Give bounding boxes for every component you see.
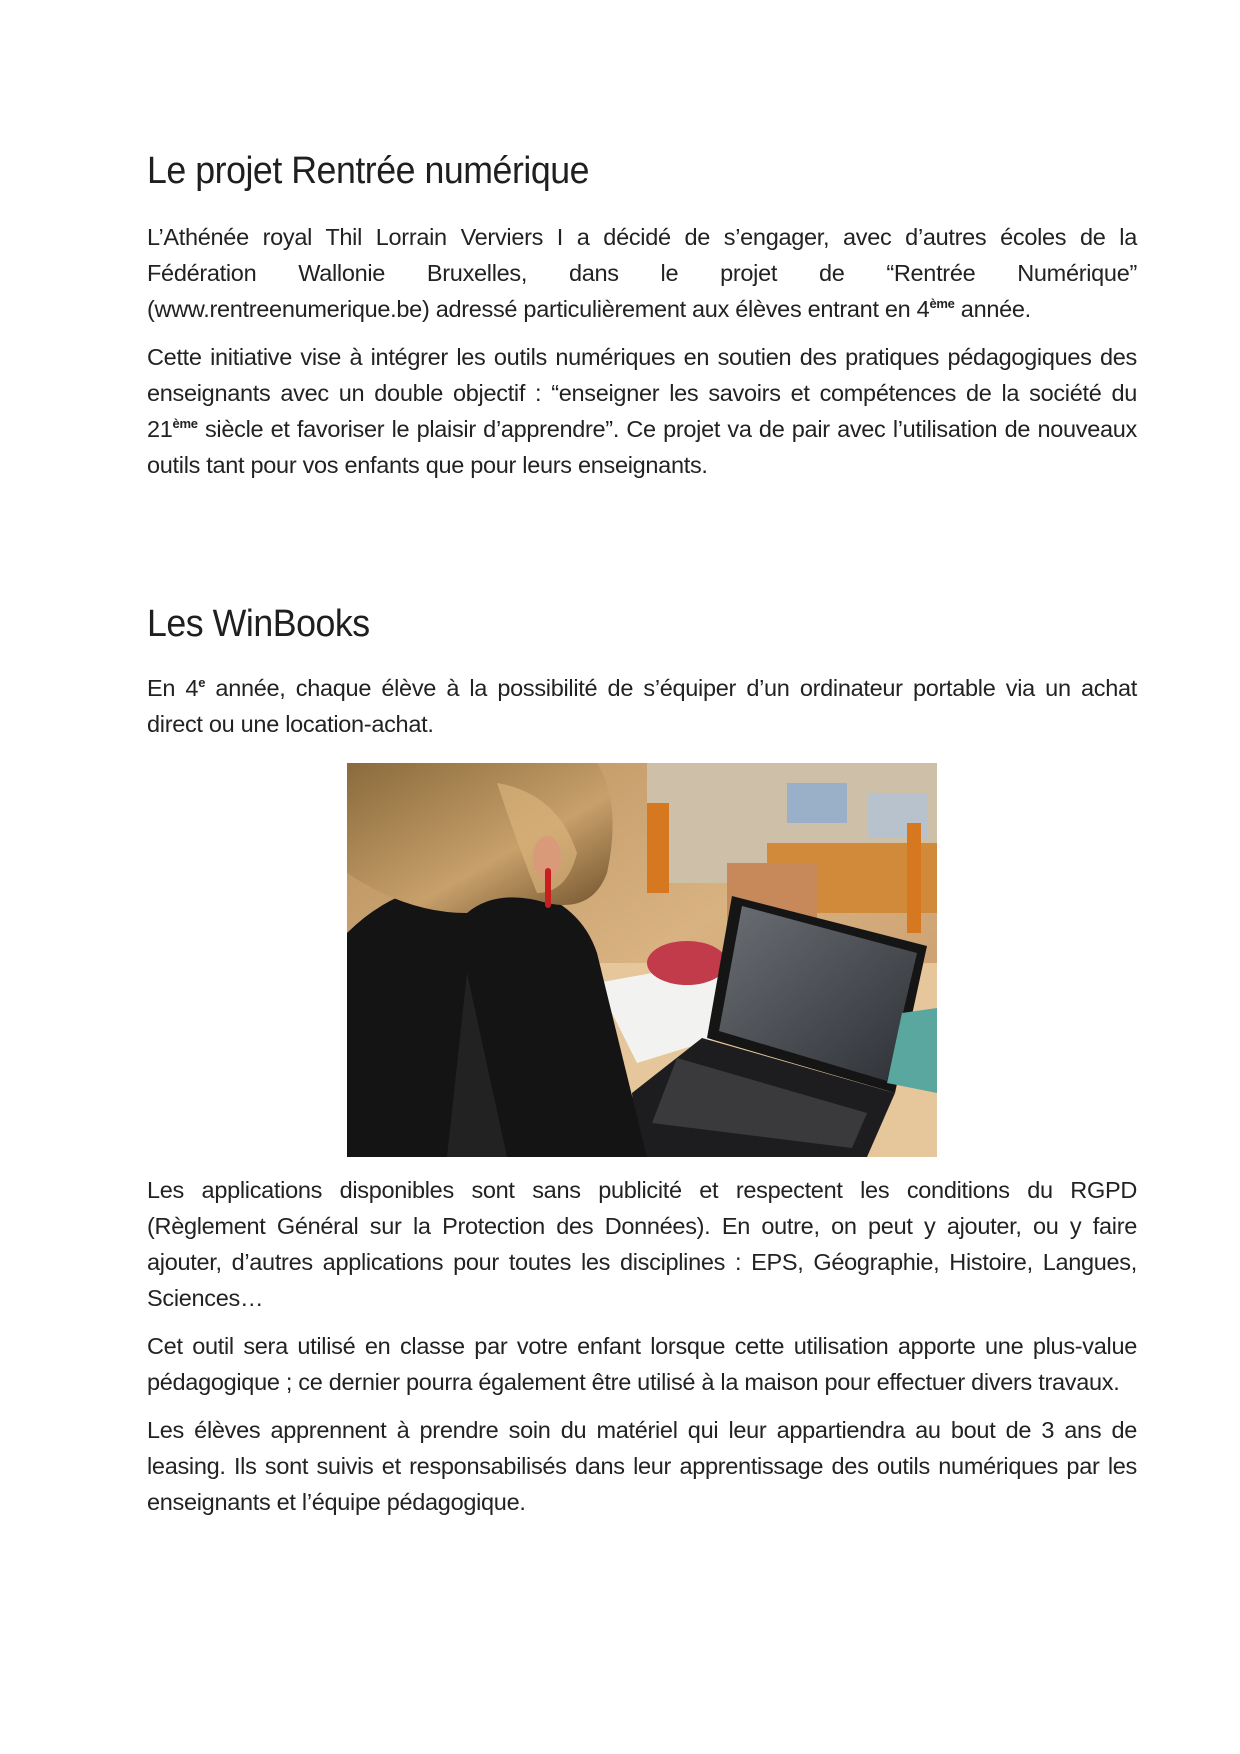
student-laptop-photo <box>347 763 937 1157</box>
paragraph: Cette initiative vise à intégrer les outils numériques en soutien des pratiques pédagogiques des enseignants avec un double objectif : “enseigner les savoirs et compétences de la société du 21ème siècle et favoriser le plaisir d’apprendre”. Ce projet va de pair avec l’utilisation de nouveaux outils tant pour vos enfants que pour leurs enseignants. <box>147 344 1137 478</box>
section-rentree-numerique <box>147 150 1137 483</box>
section-title: Les WinBooks <box>147 603 370 645</box>
section-winbooks <box>147 603 1137 742</box>
paragraph: Cet outil sera utilisé en classe par votre enfant lorsque cette utilisation apporte une plus-value pédagogique ; ce dernier pourra également être utilisé à la maison pour effectuer divers travaux. <box>147 1333 1137 1395</box>
section-title: Le projet Rentrée numérique <box>147 150 590 192</box>
section-winbooks-continued <box>147 1172 1137 1520</box>
paragraph: L’Athénée royal Thil Lorrain Verviers I a décidé de s’engager, avec d’autres écoles de la Fédération Wallonie Bruxelles, dans le projet de “Rentrée Numérique” (www.rentreenumerique.be) adressé particulièrement aux élèves entrant en 4ème année. <box>147 224 1137 322</box>
paragraph: Les applications disponibles sont sans publicité et respectent les conditions du RGPD (Règlement Général sur la Protection des Données). En outre, on peut y ajouter, ou y faire ajouter, d’autres applications pour toutes les disciplines : EPS, Géographie, Histoire, Langues, Sciences… <box>147 1177 1137 1311</box>
paragraph: En 4e année, chaque élève à la possibilité de s’équiper d’un ordinateur portable via un achat direct ou une location-achat. <box>147 675 1137 737</box>
paragraph: Les élèves apprennent à prendre soin du matériel qui leur appartiendra au bout de 3 ans de leasing. Ils sont suivis et responsabilisés dans leur apprentissage des outils numériques par les enseignants et l’équipe pédagogique. <box>147 1417 1137 1515</box>
